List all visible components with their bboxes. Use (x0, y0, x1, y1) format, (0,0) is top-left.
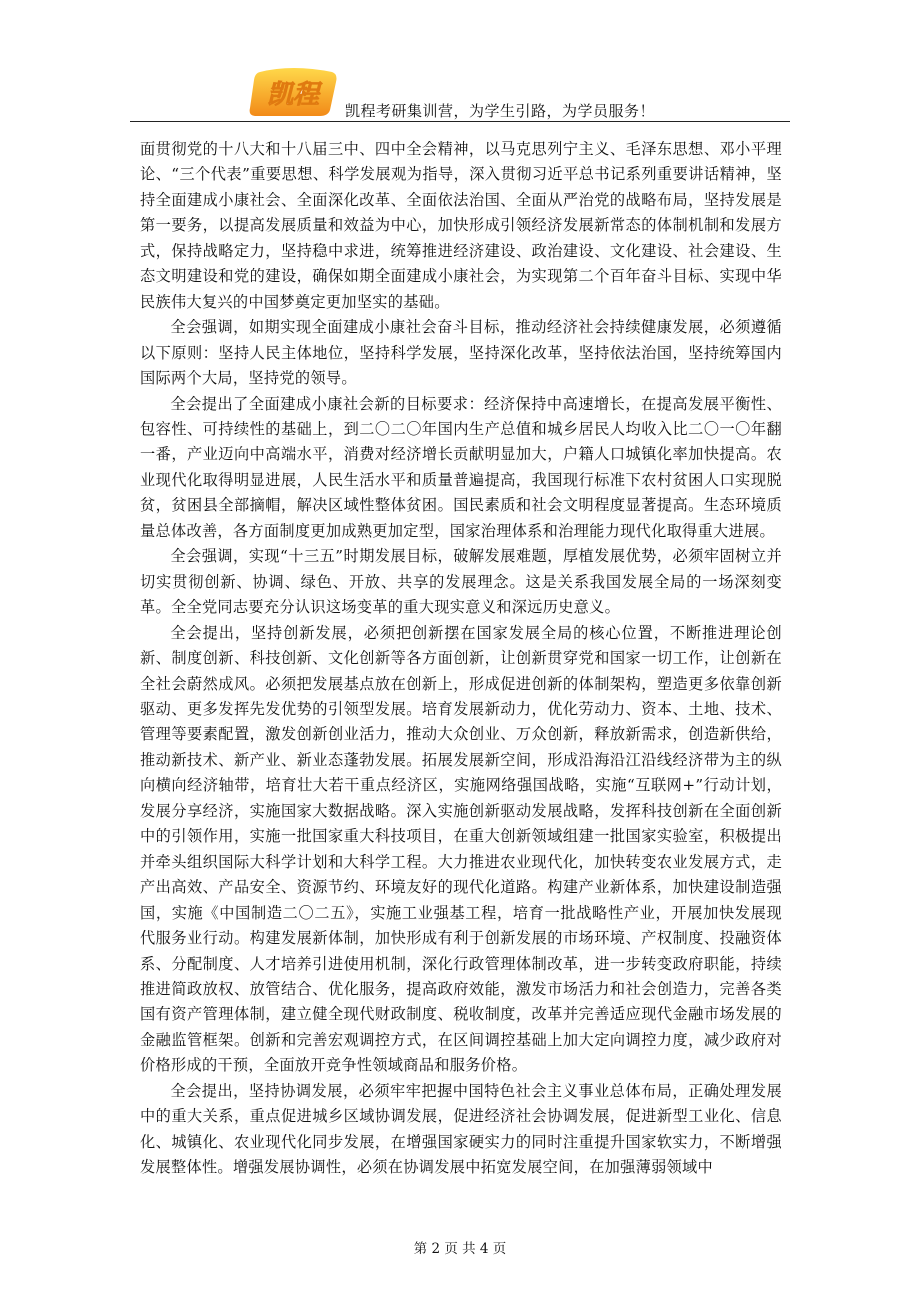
page-header (130, 60, 790, 122)
paragraph: 全会强调，如期实现全面建成小康社会奋斗目标，推动经济社会持续健康发展，必须遵循以下原则：坚持人民主体地位，坚持科学发展，坚持深化改革，坚持依法治国，坚持统筹国内国际两个大局，坚持党的领导。 (140, 318, 782, 388)
paragraph: 全会提出了全面建成小康社会新的目标要求：经济保持中高速增长，在提高发展平衡性、包容性、可持续性的基础上，到二〇二〇年国内生产总值和城乡居民人均收入比二〇一〇年翻一番，产业迈向中高端水平，消费对经济增长贡献明显加大，户籍人口城镇化率加快提高。农业现代化取得明显进展，人民生活水平和质量普遍提高，我国现行标准下农村贫困人口实现脱贫，贫困县全部摘帽，解决区域性整体贫困。国民素质和社会文明程度显著提高。生态环境质量总体改善，各方面制度更加成熟更加定型，国家治理体系和治理能力现代化取得重大进展。 (140, 394, 782, 540)
paragraph: 全会强调，实现“十三五”时期发展目标，破解发展难题，厚植发展优势，必须牢固树立并切实贯彻创新、协调、绿色、开放、共享的发展理念。这是关系我国发展全局的一场深刻变革。全全党同志要充分认识这场变革的重大现实意义和深远历史意义。 (140, 547, 782, 617)
paragraph: 全会提出，坚持协调发展，必须牢牢把握中国特色社会主义事业总体布局，正确处理发展中的重大关系，重点促进城乡区域协调发展，促进经济社会协调发展，促进新型工业化、信息化、城镇化、农业现代化同步发展，在增强国家硬实力的同时注重提升国家软实力，不断增强发展整体性。增强发展协调性，必须在协调发展中拓宽发展空间，在加强薄弱领域中 (140, 1081, 782, 1177)
paragraph: 面贯彻党的十八大和十八届三中、四中全会精神，以马克思列宁主义、毛泽东思想、邓小平理论、“三个代表”重要思想、科学发展观为指导，深入贯彻习近平总书记系列重要讲话精神，坚持全面建成小康社会、全面深化改革、全面依法治国、全面从严治党的战略布局，坚持发展是第一要务，以提高发展质量和效益为中心，加快形成引领经济发展新常态的体制机制和发展方式，保持战略定力，坚持稳中求进，统筹推进经济建设、政治建设、文化建设、社会建设、生态文明建设和党的建设，确保如期全面建成小康社会，为实现第二个百年奋斗目标、实现中华民族伟大复兴的中国梦奠定更加坚实的基础。 (140, 140, 782, 311)
svg-text:凯程: 凯程 (266, 80, 320, 110)
paragraph: 全会提出，坚持创新发展，必须把创新摆在国家发展全局的核心位置，不断推进理论创新、制度创新、科技创新、文化创新等各方面创新，让创新贯穿党和国家一切工作，让创新在全社会蔚然成风。必须把发展基点放在创新上，形成促进创新的体制架构，塑造更多依靠创新驱动、更多发挥先发优势的引领型发展。培育发展新动力，优化劳动力、资本、土地、技术、管理等要素配置，激发创新创业活力，推动大众创业、万众创新，释放新需求，创造新供给，推动新技术、新产业、新业态蓬勃发展。拓展发展新空间，形成沿海沿江沿线经济带为主的纵向横向经济轴带，培育壮大若干重点经济区，实施网络强国战略，实施“互联网+”行动计划，发展分享经济，实施国家大数据战略。深入实施创新驱动发展战略，发挥科技创新在全面创新中的引领作用，实施一批国家重大科技项目，在重大创新领域组建一批国家实验室，积极提出并牵头组织国际大科学计划和大科学工程。大力推进农业现代化，加快转变农业发展方式，走产出高效、产品安全、资源节约、环境友好的现代化道路。构建产业新体系，加快建设制造强国，实施《中国制造二〇二五》，实施工业强基工程，培育一批战略性产业，开展加快发展现代服务业行动。构建发展新体制，加快形成有利于创新发展的市场环境、产权制度、投融资体系、分配制度、人才培养引进使用机制，深化行政管理体制改革，进一步转变政府职能，持续推进简政放权、放管结合、优化服务，提高政府效能，激发市场活力和社会创造力，完善各类国有资产管理体制，建立健全现代财政制度、税收制度，改革并完善适应现代金融市场发展的金融监管框架。创新和完善宏观调控方式，在区间调控基础上加大定向调控力度，减少政府对价格形成的干预，全面放开竞争性领域商品和服务价格。 (140, 623, 782, 1075)
kaicheng-logo (246, 66, 338, 118)
document-body (140, 137, 782, 1181)
page-number: 第 2 页 共 4 页 (413, 1241, 507, 1257)
header-slogan: 凯程考研集训营，为学生引路，为学员服务！ (345, 102, 656, 120)
header-rule (130, 121, 790, 122)
